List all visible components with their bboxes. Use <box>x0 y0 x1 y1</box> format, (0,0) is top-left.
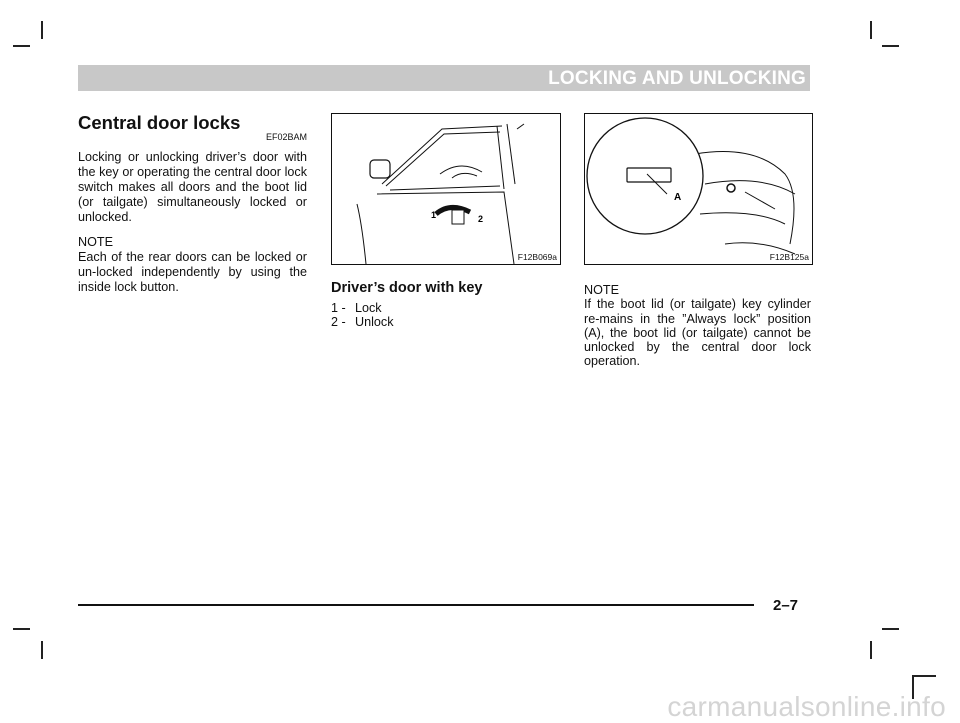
door-label-1: 1 <box>431 210 437 220</box>
legend-list <box>331 301 394 329</box>
list-item <box>331 315 394 329</box>
key-icon <box>452 210 464 224</box>
right-note <box>584 283 811 369</box>
footer-rule <box>78 604 754 606</box>
crop-mark <box>870 21 872 39</box>
crop-mark <box>870 641 872 659</box>
note-label: NOTE <box>584 283 619 297</box>
body-paragraph: Locking or unlocking driver’s door with the key or operating the central door lock switch makes all doors and the boot lid (or tailgate) simultaneously locked or unlocked. <box>78 150 307 224</box>
door-drawing <box>332 114 560 264</box>
crop-mark <box>13 628 30 630</box>
list-item <box>331 301 394 315</box>
crop-mark <box>882 45 899 47</box>
list-label: Unlock <box>355 315 394 329</box>
crop-mark <box>41 21 43 39</box>
door-label-2: 2 <box>478 214 484 224</box>
note-text: Each of the rear doors can be locked or un-locked independently by using the inside lock button. <box>78 250 307 294</box>
section-title: LOCKING AND UNLOCKING <box>548 68 806 89</box>
section-heading: Central door locks <box>78 112 241 133</box>
left-column <box>78 108 307 295</box>
door-illustration <box>331 113 561 265</box>
boot-illustration <box>584 113 813 265</box>
subsection-heading: Driver’s door with key <box>331 280 483 296</box>
figure-caption: F12B069a <box>517 252 557 262</box>
section-code: EF02BAM <box>265 132 307 142</box>
list-number: 1 - <box>331 301 346 315</box>
section-header <box>78 65 810 91</box>
figure-caption: F12B125a <box>769 252 809 262</box>
list-label: Lock <box>355 301 382 315</box>
keyhole-icon <box>727 184 735 192</box>
key-cylinder-slot <box>627 168 671 182</box>
crop-mark <box>13 45 30 47</box>
watermark: carmanualsonline.info <box>667 691 946 722</box>
crop-mark <box>912 675 936 677</box>
crop-mark <box>41 641 43 659</box>
crop-mark <box>882 628 899 630</box>
page-number: 2–7 <box>773 597 799 614</box>
note-label: NOTE <box>78 235 113 249</box>
list-number: 2 - <box>331 315 346 329</box>
note-text: If the boot lid (or tailgate) key cylinder re-mains in the ”Always lock” position (A), the boot lid (or tailgate) cannot be unlocked by the central door lock operation. <box>584 297 811 369</box>
boot-drawing <box>585 114 812 264</box>
mirror-shape <box>370 160 390 178</box>
position-label-a: A <box>674 192 682 203</box>
